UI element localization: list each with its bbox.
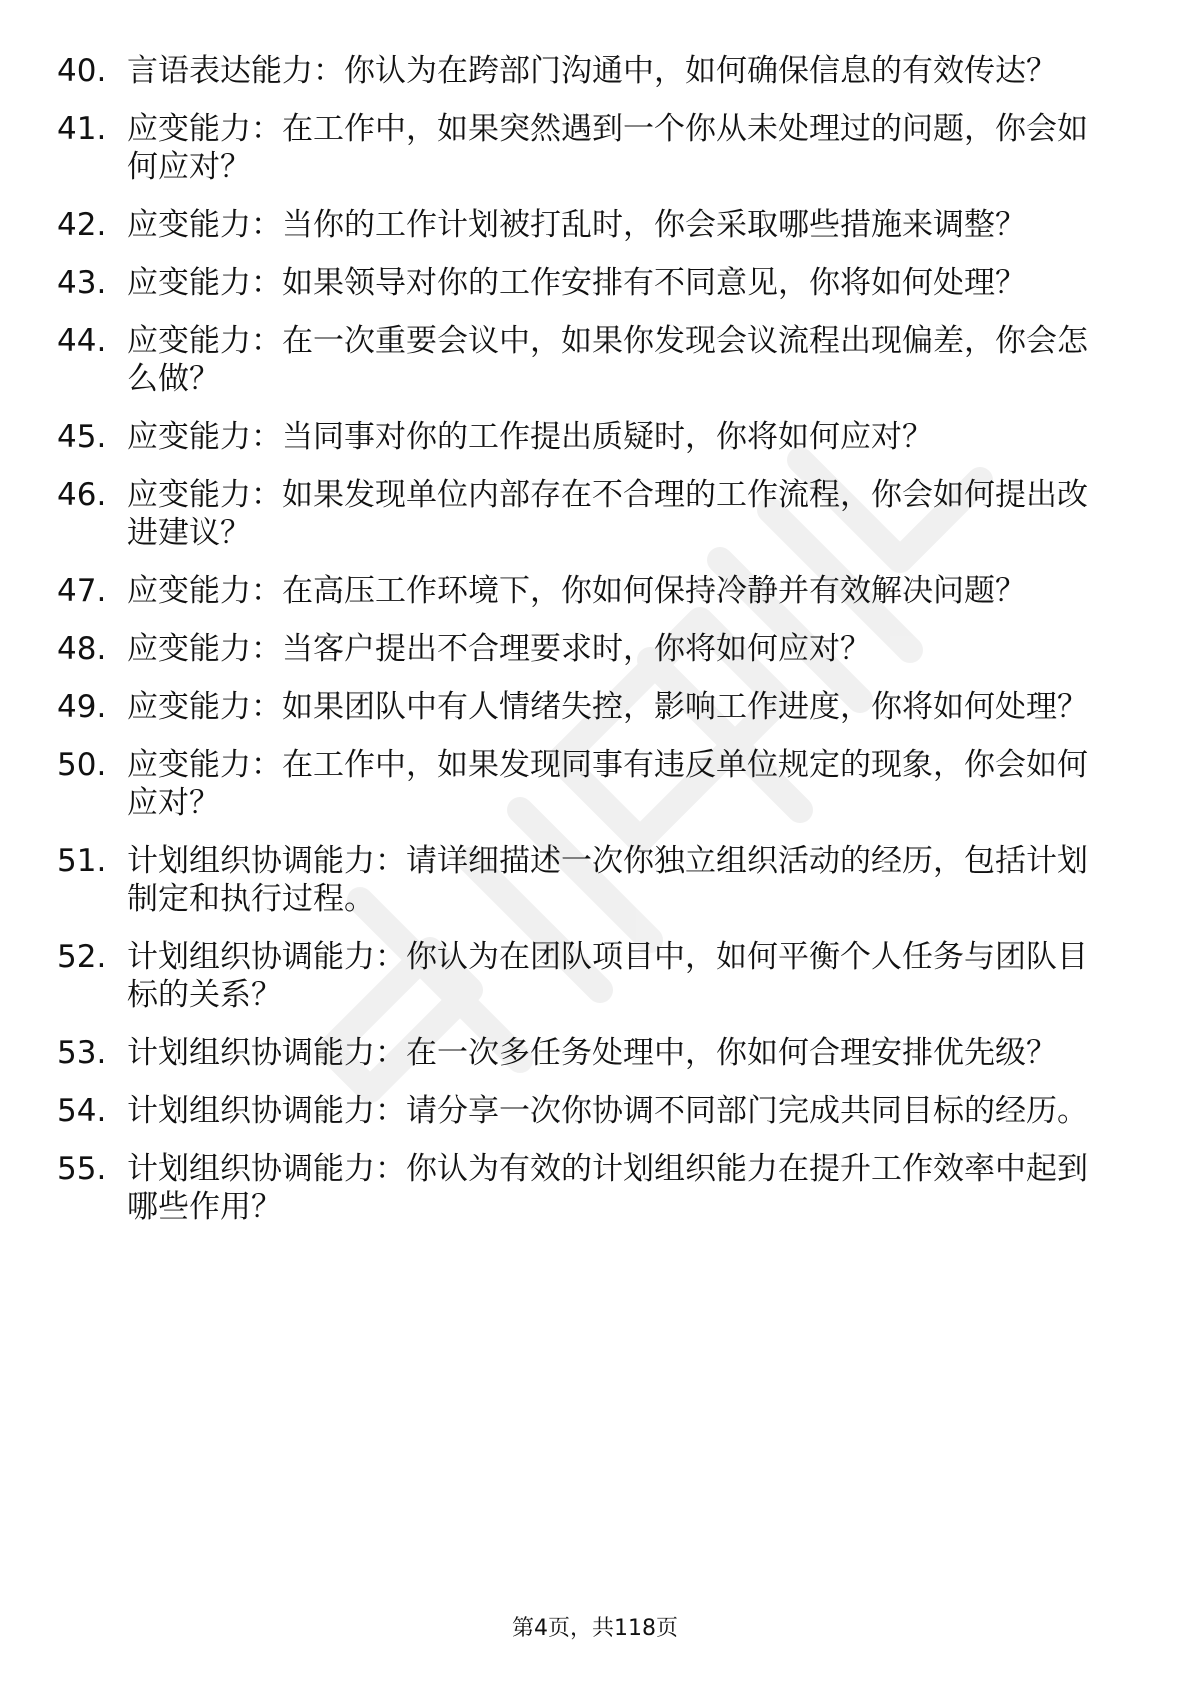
question-number: 46. — [57, 477, 107, 513]
question-list — [0, 52, 1190, 1246]
question-number: 41. — [57, 111, 107, 147]
list-item — [0, 842, 1190, 918]
list-item — [0, 630, 1190, 668]
list-item — [0, 52, 1190, 90]
page-footer: 第4页，共118页 — [512, 1616, 678, 1641]
list-item — [0, 938, 1190, 1014]
question-text: 计划组织协调能力：在一次多任务处理中，你如何合理安排优先级？ — [127, 1035, 1057, 1071]
question-number: 51. — [57, 843, 107, 879]
question-text: 应变能力：在工作中，如果突然遇到一个你从未处理过的问题，你会如何应对？ — [127, 111, 1088, 185]
question-number: 42. — [57, 207, 107, 243]
list-item — [0, 418, 1190, 456]
question-text: 应变能力：在一次重要会议中，如果你发现会议流程出现偏差，你会怎么做？ — [127, 323, 1088, 397]
question-number: 50. — [57, 747, 107, 783]
question-text: 应变能力：在高压工作环境下，你如何保持冷静并有效解决问题？ — [127, 573, 1026, 609]
question-number: 43. — [57, 265, 107, 301]
list-item — [0, 1034, 1190, 1072]
list-item — [0, 688, 1190, 726]
list-item — [0, 110, 1190, 186]
question-number: 48. — [57, 631, 107, 667]
question-number: 47. — [57, 573, 107, 609]
question-number: 55. — [57, 1151, 107, 1187]
question-text: 应变能力：如果发现单位内部存在不合理的工作流程，你会如何提出改进建议？ — [127, 477, 1088, 551]
question-number: 54. — [57, 1093, 107, 1129]
question-number: 49. — [57, 689, 107, 725]
list-item — [0, 746, 1190, 822]
list-item — [0, 206, 1190, 244]
list-item — [0, 1150, 1190, 1226]
question-text: 应变能力：在工作中，如果发现同事有违反单位规定的现象，你会如何应对？ — [127, 747, 1088, 821]
question-number: 45. — [57, 419, 107, 455]
list-item — [0, 572, 1190, 610]
question-number: 52. — [57, 939, 107, 975]
question-text: 言语表达能力：你认为在跨部门沟通中，如何确保信息的有效传达？ — [127, 53, 1057, 89]
question-text: 计划组织协调能力：你认为有效的计划组织能力在提升工作效率中起到哪些作用？ — [127, 1151, 1088, 1225]
list-item — [0, 264, 1190, 302]
question-text: 应变能力：如果领导对你的工作安排有不同意见，你将如何处理？ — [127, 265, 1026, 301]
question-text: 应变能力：当客户提出不合理要求时，你将如何应对？ — [127, 631, 871, 667]
question-number: 40. — [57, 53, 107, 89]
question-text: 应变能力：当你的工作计划被打乱时，你会采取哪些措施来调整？ — [127, 207, 1026, 243]
question-number: 44. — [57, 323, 107, 359]
list-item — [0, 476, 1190, 552]
question-text: 应变能力：当同事对你的工作提出质疑时，你将如何应对？ — [127, 419, 933, 455]
question-number: 53. — [57, 1035, 107, 1071]
question-text: 计划组织协调能力：你认为在团队项目中，如何平衡个人任务与团队目标的关系？ — [127, 939, 1088, 1013]
question-text: 应变能力：如果团队中有人情绪失控，影响工作进度，你将如何处理？ — [127, 689, 1088, 725]
question-text: 计划组织协调能力：请详细描述一次你独立组织活动的经历，包括计划制定和执行过程。 — [127, 843, 1088, 917]
list-item — [0, 322, 1190, 398]
list-item — [0, 1092, 1190, 1130]
question-text: 计划组织协调能力：请分享一次你协调不同部门完成共同目标的经历。 — [127, 1093, 1088, 1129]
